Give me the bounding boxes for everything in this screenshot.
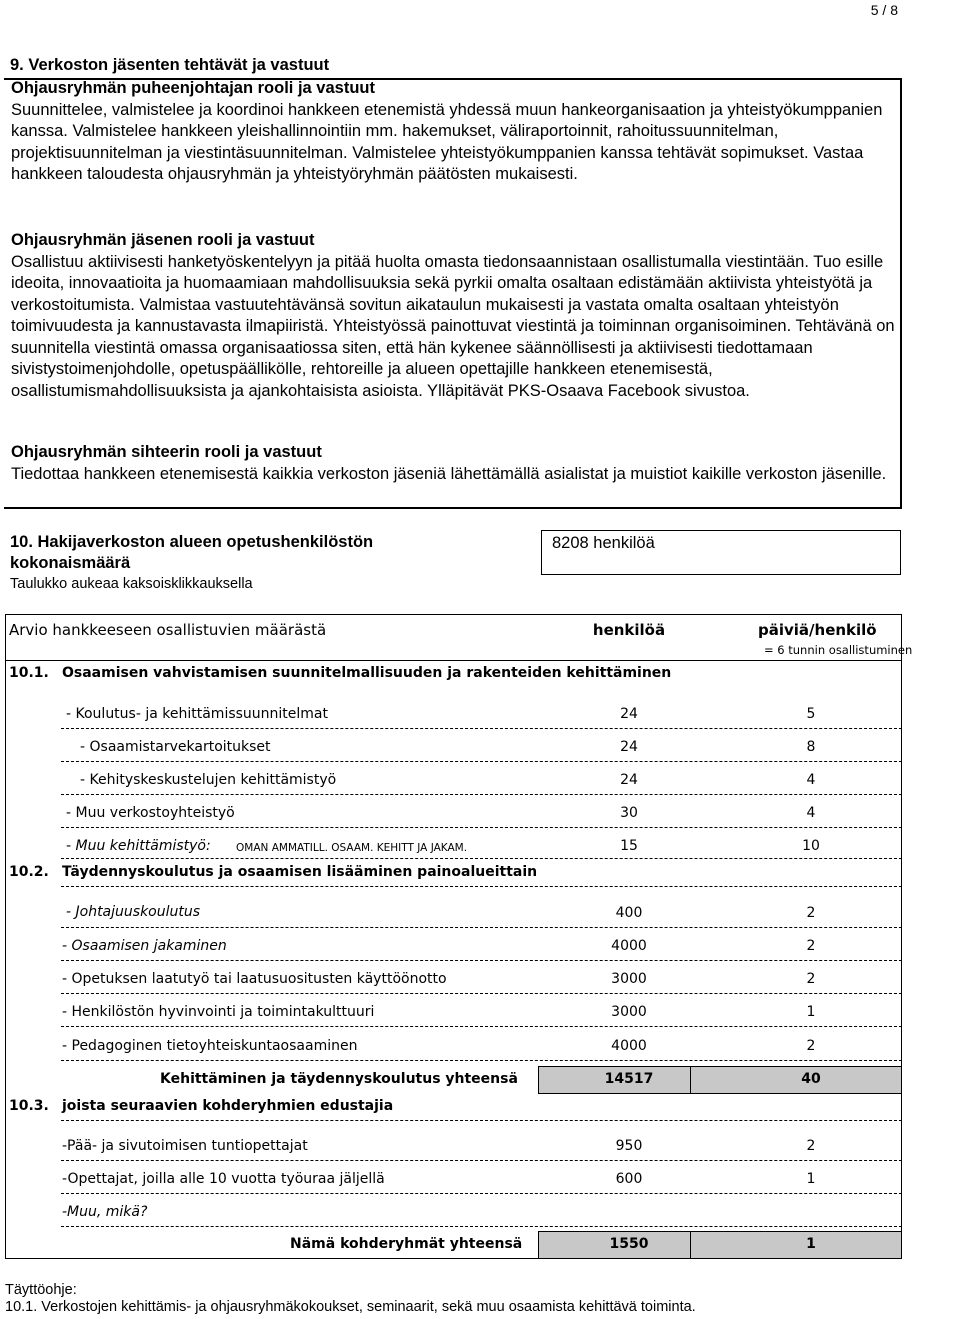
member-role-block <box>11 230 897 402</box>
row-divider <box>61 858 902 859</box>
table-header-divider <box>5 660 902 661</box>
secretary-role-block <box>11 442 897 485</box>
table-header-label: Arvio hankkeeseen osallistuvien määrästä <box>9 621 327 639</box>
row-divider <box>61 1160 902 1161</box>
table-row-days[interactable]: 8 <box>806 739 816 755</box>
table-row-label: - Henkilöstön hyvinvointi ja toimintakulttuuri <box>62 1004 375 1020</box>
section-10-3-total-days: 1 <box>806 1236 816 1252</box>
table-row-days[interactable]: 2 <box>806 1138 816 1154</box>
table-row-persons[interactable]: 4000 <box>611 1038 647 1054</box>
table-row-label: - Opetuksen laatutyö tai laatusuositusten käyttöönotto <box>62 971 447 987</box>
section-10-3-title: joista seuraavien kohderyhmien edustajia <box>62 1098 394 1114</box>
secretary-role-text: Tiedottaa hankkeen etenemisestä kaikkia verkoston jäseniä lähettämällä asialistat ja muistiot kaikille verkoston jäsenille. <box>11 464 887 483</box>
section-10-1-number: 10.1. <box>9 665 49 681</box>
section-10-3-total-persons: 1550 <box>609 1236 649 1252</box>
table-row-days[interactable]: 2 <box>806 1038 816 1054</box>
row-divider <box>61 827 902 828</box>
total-cell-divider <box>690 1231 691 1259</box>
chair-role-heading: Ohjausryhmän puheenjohtajan rooli ja vastuut <box>11 79 375 97</box>
chair-role-block <box>11 78 897 186</box>
table-row-persons[interactable]: 24 <box>620 739 638 755</box>
member-role-heading: Ohjausryhmän jäsenen rooli ja vastuut <box>11 231 315 249</box>
staff-total-field[interactable]: 8208 henkilöä <box>541 530 901 575</box>
page-number: 5 / 8 <box>870 2 898 18</box>
table-row-label: - Osaamistarvekartoitukset <box>80 739 271 755</box>
instructions-heading: Täyttöohje: <box>5 1282 77 1298</box>
table-row-label: - Muu kehittämistyö: <box>66 838 211 854</box>
table-row-persons[interactable]: 3000 <box>611 1004 647 1020</box>
table-row-days[interactable]: 4 <box>806 805 816 821</box>
col-header-persons: henkilöä <box>592 621 666 639</box>
total-cell-divider <box>690 1066 691 1094</box>
table-row-label: - Koulutus- ja kehittämissuunnitelmat <box>66 706 329 722</box>
table-row-persons[interactable]: 950 <box>615 1138 643 1154</box>
row-divider <box>61 1120 902 1121</box>
table-row-label: -Opettajat, joilla alle 10 vuotta työuraa jäljellä <box>62 1171 385 1187</box>
table-row-persons[interactable]: 600 <box>615 1171 643 1187</box>
table-row-label: -Pää- ja sivutoimisen tuntiopettajat <box>62 1138 308 1154</box>
table-row-persons[interactable]: 4000 <box>611 938 647 954</box>
row-divider <box>61 1193 902 1194</box>
table-row-days[interactable]: 2 <box>806 971 816 987</box>
table-row-days[interactable]: 1 <box>806 1171 816 1187</box>
row-divider <box>61 728 902 729</box>
table-row-label: - Pedagoginen tietoyhteiskuntaosaaminen <box>62 1038 358 1054</box>
table-row-persons[interactable]: 24 <box>620 706 638 722</box>
table-row-days[interactable]: 2 <box>806 938 816 954</box>
section-10-1-title: Osaamisen vahvistamisen suunnitelmallisuuden ja rakenteiden kehittäminen <box>62 665 672 681</box>
col-header-days: päiviä/henkilö <box>758 621 877 639</box>
table-row-days[interactable]: 4 <box>806 772 816 788</box>
row-divider <box>61 761 902 762</box>
section-10-2-number: 10.2. <box>9 864 49 880</box>
table-row-label: - Muu verkostoyhteistyö <box>66 805 235 821</box>
table-row-persons[interactable]: 3000 <box>611 971 647 987</box>
chair-role-text: Suunnittelee, valmistelee ja koordinoi hankkeen etenemistä yhdessä muun hankeorganisaation ja yhteistyökumppanien kanssa. Valmistelee hankkeen yleishallinnointiin mm. hakemukset, väliraportoinnit, rahoitussuunnitelman, projektisuunnitelman ja viestintäsuunnitelman. Valmistelee yhteistyökumppanien kanssa tehtävät sopimukset. Vastaa hankkeen taloudesta ohjausryhmän ja yhteistyöryhmän päätösten mukaisesti. <box>11 100 883 183</box>
section-10-2-title: Täydennyskoulutus ja osaamisen lisääminen painoalueittain <box>62 864 538 880</box>
section-10-subtitle: Taulukko aukeaa kaksoisklikkauksella <box>10 576 253 592</box>
row-divider <box>61 1060 902 1061</box>
table-row-days[interactable]: 1 <box>806 1004 816 1020</box>
row-divider <box>61 927 902 928</box>
table-row-persons[interactable]: 15 <box>620 838 638 854</box>
table-row-label: - Kehityskeskustelujen kehittämistyö <box>80 772 337 788</box>
section-10-3-total-label: Nämä kohderyhmät yhteensä <box>290 1236 523 1252</box>
table-row-persons[interactable]: 24 <box>620 772 638 788</box>
table-row-label: - Johtajuuskoulutus <box>66 904 201 920</box>
table-row-persons[interactable]: 30 <box>620 805 638 821</box>
table-row-days[interactable]: 2 <box>806 905 816 921</box>
row-divider <box>61 960 902 961</box>
section-9-title: 9. Verkoston jäsenten tehtävät ja vastuut <box>10 56 330 74</box>
section-10-2-total-days: 40 <box>801 1071 821 1087</box>
section-10-2-total-label: Kehittäminen ja täydennyskoulutus yhteensä <box>160 1071 518 1087</box>
col-header-days-note: = 6 tunnin osallistuminen <box>764 643 913 657</box>
row-divider <box>61 1226 902 1227</box>
secretary-role-heading: Ohjausryhmän sihteerin rooli ja vastuut <box>11 443 322 461</box>
row-divider <box>61 993 902 994</box>
table-row-days[interactable]: 10 <box>802 838 820 854</box>
section-10-2-total-persons: 14517 <box>604 1071 654 1087</box>
member-role-text: Osallistuu aktiivisesti hanketyöskentelyyn ja pitää huolta omasta tiedonsaannistaan osallistumalla viestintään. Tuo esille ideoita, innovaatioita ja huomaamiaan mahdollisuuksia sekä pyrkii omalta osaltaan edistämään aktiivista yhteistyötä ja verkostoitumista. Valmistaa vastuutehtävänsä sovitun aikataulun mukaisesti ja vastata omalta osaltaan yhteistyön toimivuudesta ja kannustavasta ilmapiiristä. Yhteistyössä painottuvat viestintä ja toiminnan organisoiminen. Tehtävänä on suunnitella viestintä omassa organisaatiossa siten, että hän kykenee säännöllisesti ja aktiivisesti tiedottamaan sivistystoimenjohdolle, opetuspäällikölle, rehtoreille ja alueen opettajille hankkeen etenemisestä, osallistumismahdollisuuksista ja ajankohtaisista asioista. Ylläpitävät PKS-Osaava Facebook sivustoa. <box>11 252 895 400</box>
table-row-label: - Osaamisen jakaminen <box>62 938 227 954</box>
table-row-persons[interactable]: 400 <box>615 905 643 921</box>
row-divider <box>61 794 902 795</box>
section-10-3-number: 10.3. <box>9 1098 49 1114</box>
row-divider <box>61 886 902 887</box>
table-row-label: -Muu, mikä? <box>62 1204 148 1220</box>
instructions-text: 10.1. Verkostojen kehittämis- ja ohjausryhmäkokoukset, seminaarit, sekä muu osaamista kehittävä toiminta. <box>5 1299 696 1315</box>
table-row-days[interactable]: 5 <box>806 706 816 722</box>
row-divider <box>61 1026 902 1027</box>
section-10-title: 10. Hakijaverkoston alueen opetushenkilöstön kokonaismäärä <box>10 533 374 572</box>
table-row-extra[interactable]: OMAN AMMATILL. OSAAM. KEHITT JA JAKAM. <box>236 842 468 854</box>
